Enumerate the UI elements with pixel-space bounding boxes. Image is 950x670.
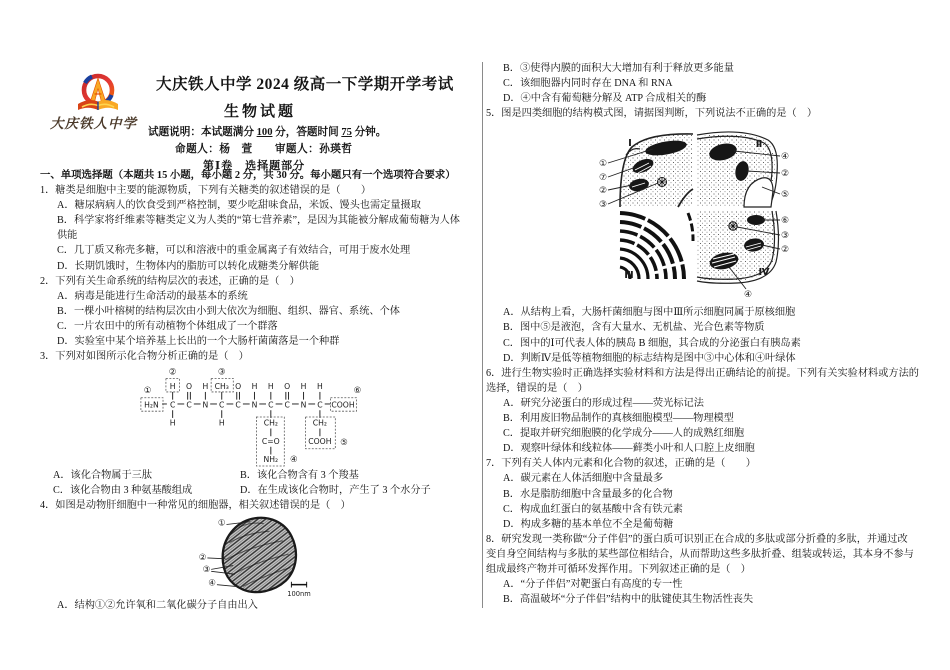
svg-text:⑥: ⑥ xyxy=(353,386,362,397)
svg-text:100nm: 100nm xyxy=(287,589,311,598)
centriole-icon xyxy=(658,178,667,187)
question-text: 1．糖类是细胞中主要的能源物质，下列有关糖类的叙述错误的是（ ） xyxy=(40,185,372,197)
option-text: D．判断Ⅳ是低等植物细胞的标志结构是图中③中心体和④叶绿体 xyxy=(503,352,796,364)
note-text: 分，答题时间 xyxy=(272,127,342,138)
option-text: D．④中含有葡萄糖分解及 ATP 合成相关的酶 xyxy=(503,93,707,105)
svg-text:⑦: ⑦ xyxy=(598,173,608,184)
note-text: 分钟。 xyxy=(351,127,387,138)
option-text: A．病毒是能进行生命活动的最基本的系统 xyxy=(57,290,248,302)
svg-text:③: ③ xyxy=(598,200,608,211)
option-text: C．构成血红蛋白的氨基酸中含有铁元素 xyxy=(503,503,683,515)
svg-text:O: O xyxy=(235,382,242,392)
svg-text:H: H xyxy=(169,418,176,428)
svg-text:H: H xyxy=(251,382,258,392)
option-text: A．结构①②允许氧和二氧化碳分子自由出入 xyxy=(57,599,258,611)
option-text: B．利用废旧物品制作的真核细胞模型——物理模型 xyxy=(503,413,734,425)
svg-text:C: C xyxy=(235,400,241,410)
option-text: B．该化合物含有 3 个羧基 xyxy=(240,470,359,482)
right-column xyxy=(486,61,938,607)
svg-text:②: ② xyxy=(198,552,207,563)
svg-text:①: ① xyxy=(598,159,608,170)
centriole-icon xyxy=(729,222,737,230)
svg-text:C: C xyxy=(317,400,323,410)
question-text: 7．下列有关人体内元素和化合物的叙述，正确的是（ ） xyxy=(486,458,756,470)
option-text: A．该化合物属于三肽 xyxy=(53,470,153,482)
svg-text:①: ① xyxy=(217,517,226,528)
svg-text:⑤: ⑤ xyxy=(340,438,348,449)
svg-text:②: ② xyxy=(780,169,790,180)
option-text: B．高温破坏“分子伴侣”结构中的肽键使其生物活性丧失 xyxy=(503,594,754,606)
option-text: 选择，错误的是（ ） xyxy=(486,382,588,394)
option-text: C．该细胞器内同时存在 DNA 和 RNA xyxy=(503,78,673,90)
quadrant-2-cell xyxy=(697,132,777,207)
svg-text:③: ③ xyxy=(780,231,790,242)
exam-title: 大庆铁人中学 2024 级高一下学期开学考试 xyxy=(156,76,454,93)
svg-text:CH₂: CH₂ xyxy=(263,418,278,428)
left-column xyxy=(40,168,476,613)
svg-text:C: C xyxy=(169,400,176,410)
svg-text:NH₂: NH₂ xyxy=(263,455,279,465)
svg-text:②: ② xyxy=(598,186,608,197)
exam-note xyxy=(148,124,386,139)
svg-text:H: H xyxy=(267,382,274,392)
question-text: 3．下列对如图所示化合物分析正确的是（ ） xyxy=(40,351,249,363)
option-text: D．观察叶绿体和线粒体——藓类小叶和人口腔上皮细胞 xyxy=(503,443,755,455)
quadrant-4-plant-cell xyxy=(697,211,779,283)
logo-book xyxy=(78,100,118,110)
school-logo-emblem xyxy=(70,71,126,115)
option-text: A．研究分泌蛋白的形成过程——荧光标记法 xyxy=(503,397,704,409)
section-heading: 一、单项选择题（本题共 15 小题，每小题 2 分，共 30 分。每小题只有一个选项符合要求） xyxy=(40,170,456,181)
svg-text:CH₃: CH₃ xyxy=(214,382,229,392)
svg-text:H₂N: H₂N xyxy=(144,400,159,410)
svg-text:②: ② xyxy=(780,245,790,256)
svg-text:N: N xyxy=(300,400,307,410)
svg-text:④: ④ xyxy=(743,290,753,300)
mitochondrion-body xyxy=(223,517,296,591)
option-text: A．“分子伴侣”对靶蛋白有高度的专一性 xyxy=(503,579,683,591)
svg-text:Ⅱ: Ⅱ xyxy=(755,139,763,151)
option-text: D．在生成该化合物时，产生了 3 个水分子 xyxy=(240,485,431,497)
svg-text:COOH: COOH xyxy=(308,437,332,447)
scale-bar xyxy=(287,581,310,597)
peptide-structure-svg xyxy=(138,364,369,468)
svg-text:O: O xyxy=(185,382,193,392)
option-text xyxy=(40,468,476,483)
question-text: 6．进行生物实验时正确选择实验材料和方法是得出正确结论的前提。下列有关实验材料或方法的 xyxy=(486,367,919,379)
svg-text:C=O: C=O xyxy=(261,437,280,447)
svg-text:④: ④ xyxy=(290,455,298,466)
svg-text:①: ① xyxy=(143,386,152,397)
svg-text:H: H xyxy=(218,418,225,428)
option-text: B．③使得内膜的面积大大增加有利于释放更多能量 xyxy=(503,63,734,74)
part-heading: 第Ⅰ卷 选择题部分 xyxy=(203,160,306,172)
option-text: B．水是脂肪细胞中含量最多的化合物 xyxy=(503,488,673,500)
svg-text:③: ③ xyxy=(217,367,226,378)
svg-text:N: N xyxy=(202,400,209,410)
option-text: B．图中⑤是液泡，含有大量水、无机盐、光合色素等物质 xyxy=(503,322,765,334)
exam-authors: 命题人：杨 萱 审题人：孙瑛哲 xyxy=(175,144,353,155)
option-text: D．实验室中某个培养基上长出的一个大肠杆菌菌落是一个种群 xyxy=(57,336,340,348)
svg-text:③: ③ xyxy=(202,564,211,575)
note-text: 试题说明：本试题满分 xyxy=(148,127,257,138)
option-text xyxy=(40,483,476,498)
peptide-top-row xyxy=(170,382,323,400)
option-text: C．提取并研究细胞膜的化学成分——人的成熟红细胞 xyxy=(503,428,745,440)
svg-text:C: C xyxy=(284,400,290,410)
option-text: B．科学家将纤维素等糖类定义为人类的“第七营养素”，是因为其能被分解成葡萄糖为人体 xyxy=(57,215,460,227)
option-text: C．该化合物由 3 种氨基酸组成 xyxy=(53,485,193,497)
question-text: 2．下列有关生命系统的结构层次的表述，正确的是（ ） xyxy=(40,275,300,287)
quadrant-3-concentric-membranes xyxy=(620,213,693,281)
four-cell-types-figure xyxy=(486,121,938,305)
svg-text:④: ④ xyxy=(208,578,217,589)
svg-text:C: C xyxy=(186,400,192,410)
option-text: 供能 xyxy=(57,230,78,242)
svg-text:H: H xyxy=(169,382,176,392)
school-logo xyxy=(70,71,126,115)
svg-text:Ⅲ: Ⅲ xyxy=(624,270,634,282)
option-text: 组成最终产物并可循环发挥作用。下列叙述正确的是（ ） xyxy=(486,563,751,575)
svg-text:C: C xyxy=(268,400,274,410)
mitochondrion-svg xyxy=(190,514,325,598)
column-divider xyxy=(482,62,483,608)
option-text: C．图中的Ⅰ可代表人体的胰岛 B 细胞，其合成的分泌蛋白有胰岛素 xyxy=(503,337,801,349)
option-text: D．构成多糖的基本单位不全是葡萄糖 xyxy=(503,518,674,530)
option-text: D．长期饥饿时，生物体内的脂肪可以转化成糖类分解供能 xyxy=(57,260,320,272)
option-text: C．一片农田中的所有动植物个体组成了一个群落 xyxy=(57,320,278,332)
subject-title: 生物试题 xyxy=(224,104,297,120)
peptide-chain xyxy=(144,401,355,410)
svg-text:Ⅰ: Ⅰ xyxy=(628,138,632,150)
svg-text:Ⅳ: Ⅳ xyxy=(758,267,770,279)
svg-text:COOH: COOH xyxy=(331,400,355,410)
svg-text:CH₂: CH₂ xyxy=(312,418,328,428)
option-text: C．几丁质又称壳多糖，可以和溶液中的重金属离子有效结合，可用于废水处理 xyxy=(57,245,411,257)
question-text: 5．图是四类细胞的结构模式图，请据图判断，下列说法不正确的是（ ） xyxy=(486,108,818,120)
svg-text:C: C xyxy=(219,400,225,410)
svg-text:H: H xyxy=(300,382,307,392)
question-text: 8．研究发现一类称做“分子伴侣”的蛋白质可识别正在合成的多肽或部分折叠的多肽，并通过改 xyxy=(486,533,908,545)
peptide-structure-figure xyxy=(40,364,476,468)
school-name-calligraphy: 大庆铁人中学 xyxy=(50,116,137,131)
option-text: 变自身空间结构与多肽的某些部位相结合，从而帮助这些多肽折叠、组装或转运，其本身不参与 xyxy=(486,548,914,560)
svg-text:N: N xyxy=(251,400,258,410)
total-score: 100 xyxy=(256,127,273,138)
svg-text:H: H xyxy=(202,382,209,392)
option-text: A．从结构上看，大肠杆菌细胞与图中Ⅲ所示细胞同属于原核细胞 xyxy=(503,307,796,319)
time-limit: 75 xyxy=(341,127,352,138)
svg-text:④: ④ xyxy=(780,152,790,163)
svg-text:O: O xyxy=(284,382,291,392)
svg-text:②: ② xyxy=(168,367,177,378)
mitochondrion-figure xyxy=(40,514,476,598)
svg-text:⑥: ⑥ xyxy=(780,216,790,227)
svg-text:H: H xyxy=(317,382,323,392)
option-text: A．碳元素在人体活细胞中含量最多 xyxy=(503,473,664,485)
four-cell-types-svg xyxy=(596,121,791,299)
logo-derrick xyxy=(91,78,106,101)
option-text: A．糖尿病病人的饮食受到严格控制，要少吃甜味食品，米饭、馒头也需定量摄取 xyxy=(57,200,421,212)
peptide-bottom-rows xyxy=(170,410,332,464)
option-text: B．一棵小叶榕树的结构层次由小到大依次为细胞、组织、器官、系统、个体 xyxy=(57,305,400,317)
quadrant-1-animal-cell xyxy=(620,134,693,207)
question-text: 4．如图是动物肝细胞中一种常见的细胞器，相关叙述错误的是（ ） xyxy=(40,500,351,512)
svg-text:⑤: ⑤ xyxy=(780,190,790,201)
